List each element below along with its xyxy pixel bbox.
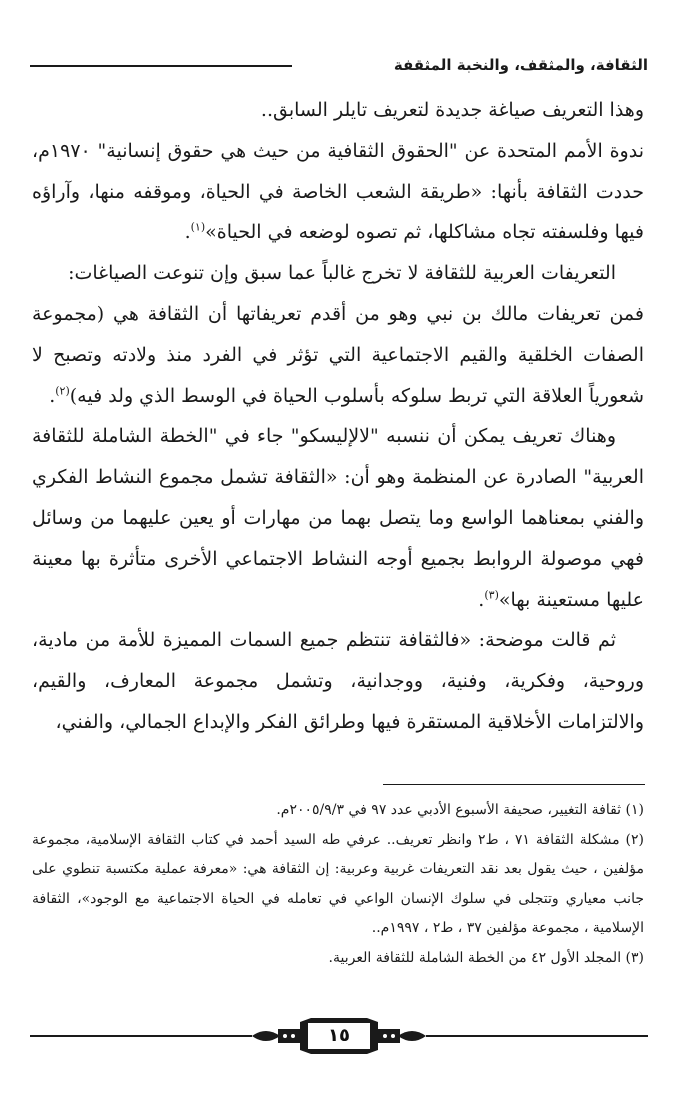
paragraph-1-text: وهذا التعريف صياغة جديدة لتعريف تايلر السابق.. (260, 99, 644, 121)
paragraph-2-text: ندوة الأمم المتحدة عن "الحقوق الثقافية من حيث هي حقوق إنسانية" ١٩٧٠م، حددت الثقافة بأنها: «طريقة الشعب الخاصة في الحياة، وموقفه منها، وآراؤه فيها وفلسفته تجاه مشاكلها، ثم تصوه لوضعه في الحياة» (32, 139, 644, 244)
page-footer (30, 1012, 648, 1060)
footnotes (32, 796, 644, 973)
paragraph-5 (32, 416, 644, 620)
paragraph-4-text: فمن تعريفات مالك بن نبي وهو من أقدم تعريفاتها أن الثقافة هي (مجموعة الصفات الخلقية والقيم الاجتماعية التي تؤثر في الفرد منذ ولادته وتصبح لا شعورياً العلاقة التي تربط سلوكه بأسلوب الحياة في الوسط الذي ولد فيه) (32, 302, 644, 407)
running-header-title: الثقافة، والمثقف، والنخبة المثقفة (386, 54, 648, 76)
paragraph-3-text: التعريفات العربية للثقافة لا تخرج غالباً عما سبق وإن تنوعت الصياغات: (68, 262, 616, 285)
footnote-1: (١) ثقافة التغيير، صحيفة الأسبوع الأدبي عدد ٩٧ في ٢٠٠٥/٩/٣م. (276, 802, 644, 818)
footnote-separator (383, 784, 645, 785)
running-header (30, 54, 648, 76)
paragraph-5-text: وهناك تعريف يمكن أن ننسبه "لالإليسكو" جاء في "الخطة الشاملة للثقافة العربية" الصادرة عن المنظمة وهو أن: «الثقافة تشمل مجموع النشاط الفكري والفني بمعناهما الواسع وما يتصل بهما من مهارات أو يعين عليهما من وسائل فهي موصولة الروابط بجميع أوجه النشاط الاجتماعي الأخرى متأثرة بها معينة عليها مستعينة بها» (32, 425, 644, 611)
footnote-3: (٣) المجلد الأول ٤٢ من الخطة الشاملة للثقافة العربية. (328, 949, 644, 966)
footer-rule-right (426, 1035, 648, 1037)
paragraph-6 (32, 620, 644, 742)
paragraph-5-end: . (478, 588, 485, 611)
paragraph-4-end: . (49, 384, 56, 407)
paragraph-3 (32, 253, 644, 294)
paragraph-6-text: ثم قالت موضحة: «فالثقافة تنتظم جميع السمات المميزة للأمة من مادية، وروحية، وفكرية، وفنية، ووجدانية، وتشمل مجموعة المعارف، والقيم، والالتزامات الأخلاقية المستقرة فيها وطرائق الفكر والإبداع الجمالي، والفني، (32, 629, 644, 733)
footnote-ref-1: (١) (190, 221, 206, 235)
main-text (32, 90, 644, 743)
paragraph-4 (32, 294, 644, 416)
footer-rule-left (30, 1035, 252, 1037)
paragraph-1 (32, 90, 644, 131)
header-rule (30, 65, 292, 67)
paragraph-2 (32, 131, 644, 253)
footnote-2: (٢) مشكلة الثقافة ٧١ ، ط٢ وانظر تعريف.. عرفي طه السيد أحمد في كتاب الثقافة الإسلامية، مجموعة مؤلفين ، حيث يقول بعد نقد التعريفات غربية وعربية: إن الثقافة هي: «معرفة عملية مكتسبة تنطوي على جانب معياري وتتجلى في سلوك الإنسان الواعي في تعامله في الحياة الاجتماعية مع الوجود»، الثقافة الإسلامية ، مجموعة مؤلفين ٣٧ ، ط٢ ، ١٩٩٧م.. (32, 831, 644, 936)
page-number: ١٥ (328, 1025, 350, 1046)
footnote-ref-3: (٣) (484, 588, 499, 602)
footnote-ref-2: (٢) (55, 384, 70, 398)
paragraph-2-end: . (184, 221, 191, 244)
